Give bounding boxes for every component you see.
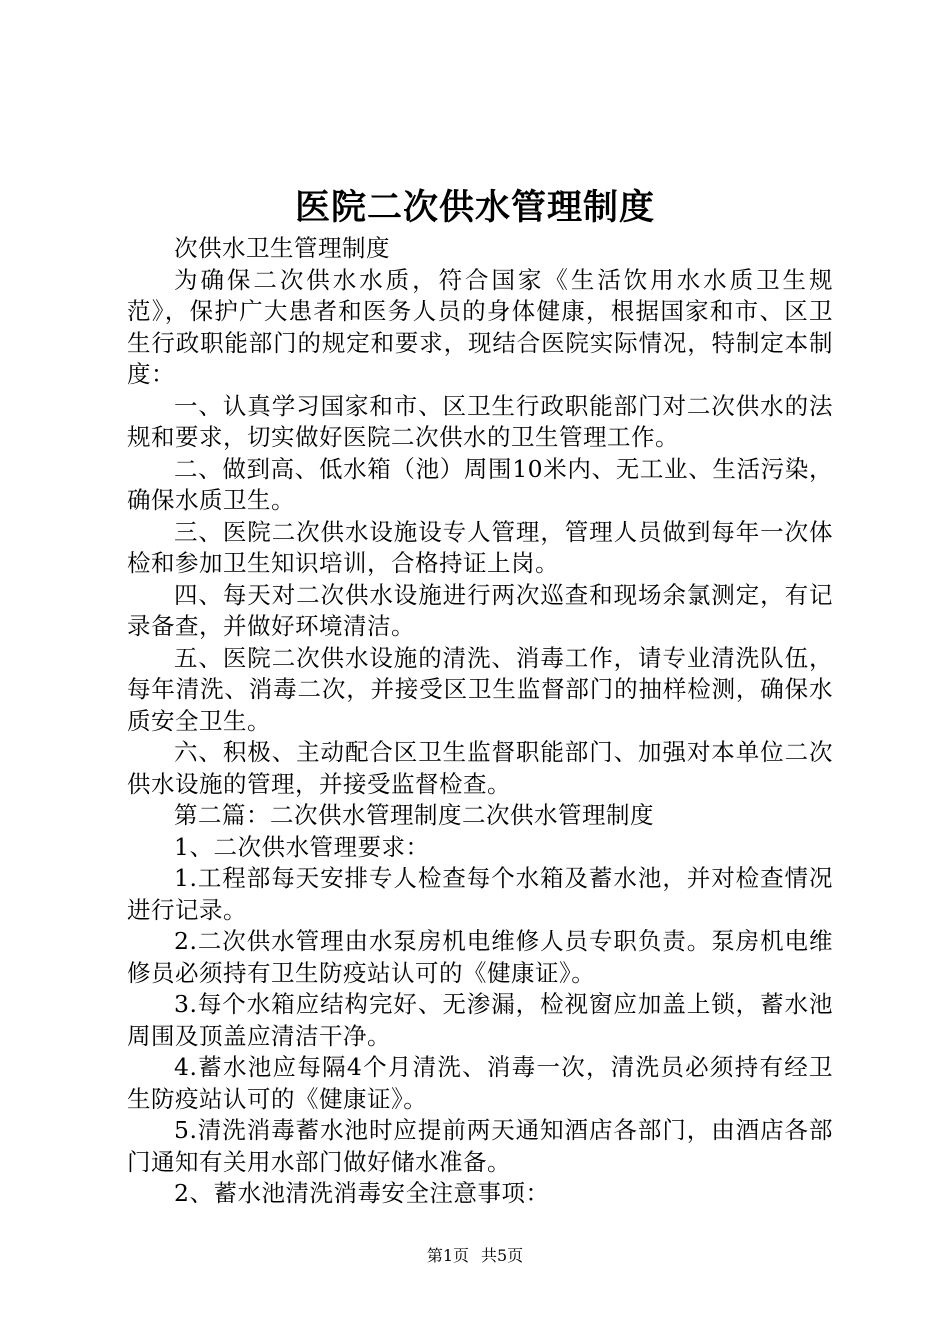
document-body <box>127 233 833 1210</box>
paragraph: 五、医院二次供水设施的清洗、消毒工作，请专业清洗队伍，每年清洗、消毒二次，并接受区卫生监督部门的抽样检测，确保水质安全卫生。 <box>127 643 833 735</box>
paragraph: 2.二次供水管理由水泵房机电维修人员专职负责。泵房机电维修员必须持有卫生防疫站认可的《健康证》。 <box>127 927 833 987</box>
paragraph: 四、每天对二次供水设施进行两次巡查和现场余氯测定，有记录备查，并做好环境清洁。 <box>127 580 833 640</box>
paragraph: 4.蓄水池应每隔4个月清洗、消毒一次，清洗员必须持有经卫生防疫站认可的《健康证》。 <box>127 1053 833 1113</box>
paragraph: 六、积极、主动配合区卫生监督职能部门、加强对本单位二次供水设施的管理，并接受监督检查。 <box>127 738 833 798</box>
section-heading: 第二篇：二次供水管理制度二次供水管理制度 <box>174 801 654 829</box>
paragraph: 次供水卫生管理制度 <box>174 234 390 262</box>
paragraph: 为确保二次供水水质，符合国家《生活饮用水水质卫生规范》，保护广大患者和医务人员的身体健康，根据国家和市、区卫生行政职能部门的规定和要求，现结合医院实际情况，特制定本制度： <box>127 265 833 388</box>
document-title: 医院二次供水管理制度 <box>294 187 655 228</box>
paragraph: 一、认真学习国家和市、区卫生行政职能部门对二次供水的法规和要求，切实做好医院二次供水的卫生管理工作。 <box>127 391 833 451</box>
page-number: 第1页 <box>426 1246 469 1265</box>
paragraph: 1、二次供水管理要求： <box>174 832 430 861</box>
paragraph: 3.每个水箱应结构完好、无渗漏，检视窗应加盖上锁，蓄水池周围及顶盖应清洁干净。 <box>127 990 833 1050</box>
page-total: 共5页 <box>481 1246 524 1265</box>
paragraph: 二、做到高、低水箱（池）周围10米内、无工业、生活污染，确保水质卫生。 <box>127 454 833 514</box>
paragraph: 5.清洗消毒蓄水池时应提前两天通知酒店各部门，由酒店各部门通知有关用水部门做好储水准备。 <box>127 1116 833 1176</box>
page-footer <box>0 1244 950 1268</box>
paragraph: 2、蓄水池清洗消毒安全注意事项： <box>174 1179 550 1207</box>
paragraph: 三、医院二次供水设施设专人管理，管理人员做到每年一次体检和参加卫生知识培训，合格持证上岗。 <box>127 517 833 577</box>
paragraph: 1.工程部每天安排专人检查每个水箱及蓄水池，并对检查情况进行记录。 <box>127 864 833 924</box>
